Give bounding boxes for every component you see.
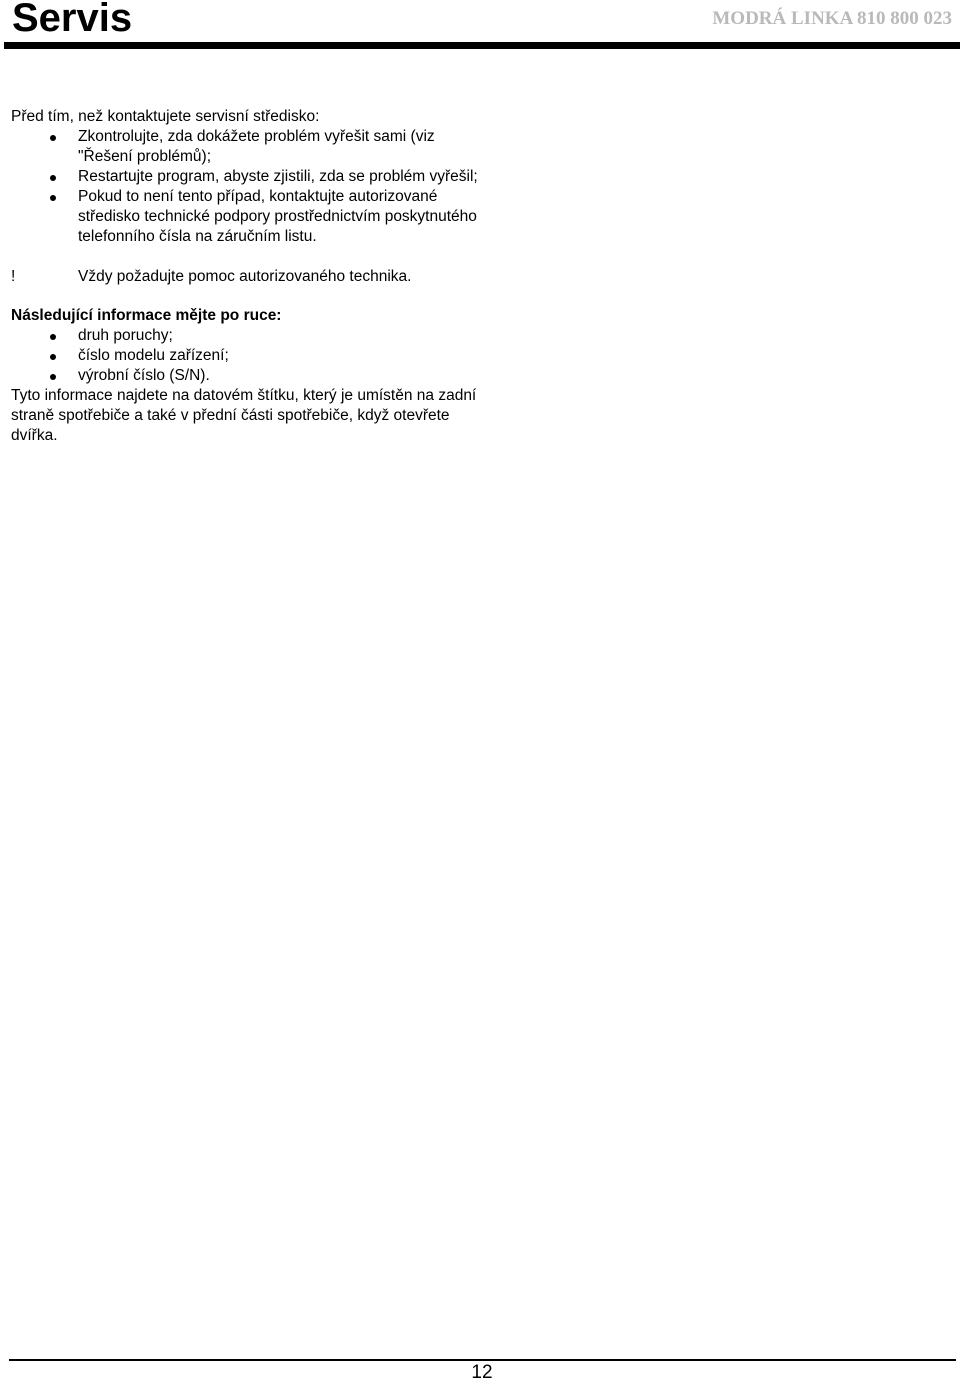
warning-text: Vždy požadujte pomoc autorizovaného technika. [78, 268, 412, 285]
warning-note [11, 267, 481, 287]
header-divider [4, 42, 960, 49]
bullet-icon [50, 334, 56, 340]
info-item-text: číslo modelu zařízení; [78, 347, 229, 364]
page-header [0, 0, 960, 50]
info-heading: Následující informace mějte po ruce: [11, 307, 282, 324]
closing-text: Tyto informace najdete na datovém štítku, který je umístěn na zadní straně spotřebiče a také v přední části spotřebiče, když otevřete dvířka. [11, 387, 477, 444]
step-text: Restartujte program, abyste zjistili, zda se problém vyřešil; [78, 168, 478, 185]
page-number: 12 [471, 1362, 493, 1383]
bullet-icon [50, 135, 56, 141]
service-content [11, 107, 481, 446]
list-item [11, 187, 481, 247]
warning-icon: ! [11, 268, 16, 285]
list-item [11, 127, 481, 167]
page-title: Servis [12, 0, 133, 40]
bullet-icon [50, 175, 56, 181]
hotline-number: MODRÁ LINKA 810 800 023 [712, 8, 952, 29]
info-item-text: druh poruchy; [78, 327, 173, 344]
list-item [11, 167, 481, 187]
list-item [11, 326, 481, 346]
bullet-icon [50, 354, 56, 360]
bullet-icon [50, 195, 56, 201]
info-list [11, 326, 481, 386]
steps-list [11, 127, 481, 247]
bullet-icon [50, 374, 56, 380]
intro-text: Před tím, než kontaktujete servisní středisko: [11, 108, 320, 125]
list-item [11, 366, 481, 386]
info-item-text: výrobní číslo (S/N). [78, 367, 210, 384]
list-item [11, 346, 481, 366]
step-text: Pokud to není tento případ, kontaktujte autorizované středisko technické podpory prostřednictvím poskytnutého telefonního čísla na záručním listu. [78, 188, 477, 245]
step-text: Zkontrolujte, zda dokážete problém vyřešit sami (viz "Řešení problémů); [78, 128, 435, 165]
footer-divider [9, 1359, 956, 1361]
